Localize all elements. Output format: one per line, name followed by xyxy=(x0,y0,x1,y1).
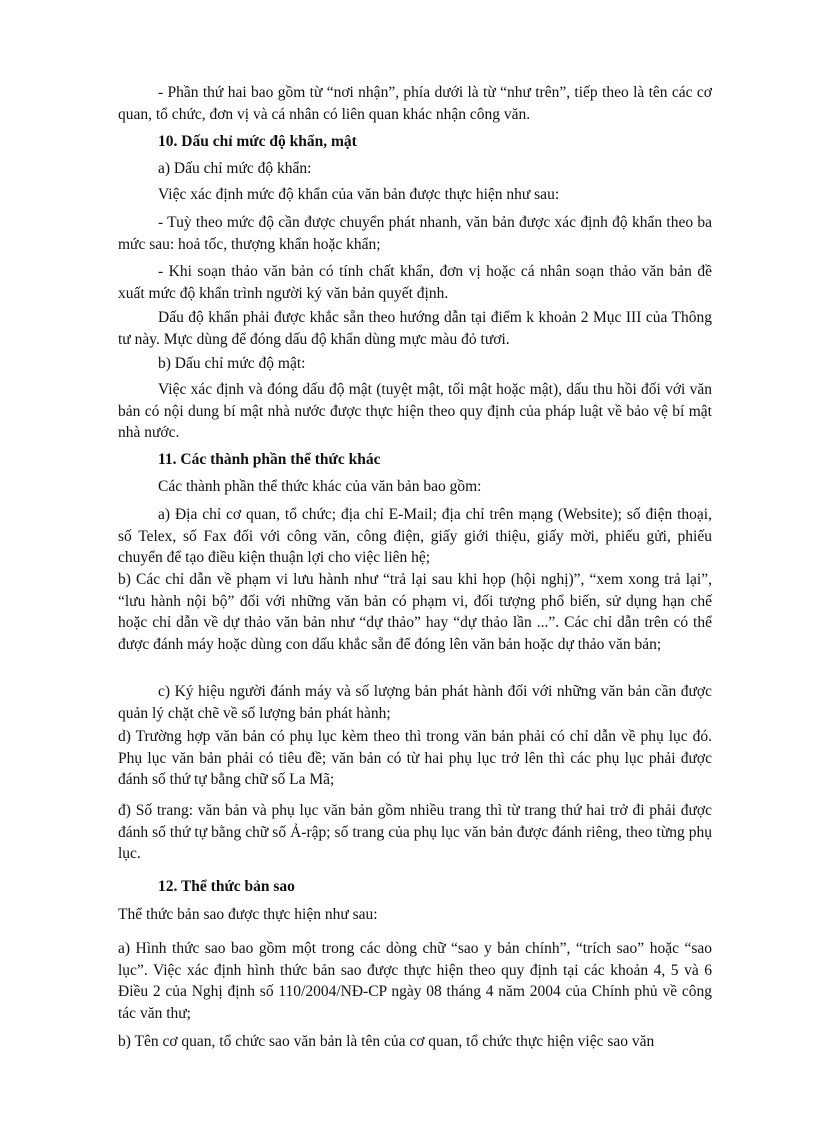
paragraph-copy-forms: a) Hình thức sao bao gồm một trong các dòng chữ “sao y bản chính”, “trích sao” hoặc “sao lục”. Việc xác định hình thức bản sao được thực hiện theo quy định tại các khoản 4, 5 và 6 Điều 2 của Nghị định số 110/2004/NĐ-CP ngày 08 tháng 4 năm 2004 của Chính phủ về công tác văn thư; xyxy=(118,940,712,1022)
paragraph-urgency-stamp: a) Dấu chỉ mức độ khẩn: xyxy=(158,160,312,177)
paragraph-recipients-part-two: - Phần thứ hai bao gồm từ “nơi nhận”, phía dưới là từ “như trên”, tiếp theo là tên các cơ quan, tổ chức, đơn vị và cá nhân có liên quan khác nhận công văn. xyxy=(118,84,712,123)
paragraph-urgency-determination: Việc xác định mức độ khẩn của văn bản được thực hiện như sau: xyxy=(158,186,560,203)
heading-section-12: 12. Thể thức bản sao xyxy=(158,878,295,895)
paragraph-page-numbers: đ) Số trang: văn bản và phụ lục văn bản gồm nhiều trang thì từ trang thứ hai trở đi phải được đánh số thứ tự bằng chữ số Ả-rập; số trang của phụ lục văn bản được đánh riêng, theo từng phụ lục. xyxy=(118,802,712,862)
paragraph-appendix: d) Trường hợp văn bản có phụ lục kèm theo thì trong văn bản phải có chỉ dẫn về phụ lục đó. Phụ lục văn bản phải có tiêu đề; văn bản có từ hai phụ lục trở lên thì các phụ lục phải được đánh số thứ tự bằng chữ số La Mã; xyxy=(118,728,712,788)
heading-section-11: 11. Các thành phần thể thức khác xyxy=(158,451,381,468)
paragraph-typist-mark: c) Ký hiệu người đánh máy và số lượng bản phát hành đối với những văn bản cần được quản lý chặt chẽ về số lượng bản phát hành; xyxy=(118,683,712,722)
paragraph-secret-stamp: b) Dấu chỉ mức độ mật: xyxy=(158,355,306,372)
paragraph-contact-info: a) Địa chỉ cơ quan, tổ chức; địa chỉ E-Mail; địa chỉ trên mạng (Website); số điện thoại, số Telex, số Fax đối với công văn, công điện, giấy giới thiệu, giấy mời, phiếu gửi, phiếu chuyển để tạo điều kiện thuận lợi cho việc liên hệ; xyxy=(118,506,712,566)
paragraph-copying-agency: b) Tên cơ quan, tổ chức sao văn bản là tên của cơ quan, tổ chức thực hiện việc sao văn xyxy=(118,1033,655,1050)
paragraph-copy-format: Thể thức bản sao được thực hiện như sau: xyxy=(118,906,378,923)
paragraph-secret-determination: Việc xác định và đóng dấu độ mật (tuyệt mật, tối mật hoặc mật), dấu thu hồi đối với văn bản có nội dung bí mật nhà nước được thực hiện theo quy định của pháp luật về bảo vệ bí mật nhà nước. xyxy=(118,381,712,441)
paragraph-urgency-levels: - Tuỳ theo mức độ cần được chuyển phát nhanh, văn bản được xác định độ khẩn theo ba mức sau: hoả tốc, thượng khẩn hoặc khẩn; xyxy=(118,214,712,253)
paragraph-urgency-proposal: - Khi soạn thảo văn bản có tính chất khẩn, đơn vị hoặc cá nhân soạn thảo văn bản đề xuất mức độ khẩn trình người ký văn bản quyết định. xyxy=(118,263,712,302)
heading-section-10: 10. Dấu chỉ mức độ khẩn, mật xyxy=(158,133,357,150)
paragraph-circulation-notes: b) Các chỉ dẫn về phạm vi lưu hành như “trả lại sau khi họp (hội nghị)”, “xem xong trả lại”, “lưu hành nội bộ” đối với những văn bản có phạm vi, đối tượng phổ biến, sử dụng hạn chế hoặc chỉ dẫn về dự thảo văn bản như “dự thảo” hay “dự thảo lần ...”. Các chỉ dẫn trên có thể được đánh máy hoặc dùng con dấu khắc sẵn để đóng lên văn bản hoặc dự thảo văn bản; xyxy=(118,571,712,653)
paragraph-urgency-ink: Dấu độ khẩn phải được khắc sẵn theo hướng dẫn tại điểm k khoản 2 Mục III của Thông tư này. Mực dùng để đóng dấu độ khẩn dùng mực màu đỏ tươi. xyxy=(118,309,712,348)
paragraph-other-components: Các thành phần thể thức khác của văn bản bao gồm: xyxy=(158,478,482,495)
